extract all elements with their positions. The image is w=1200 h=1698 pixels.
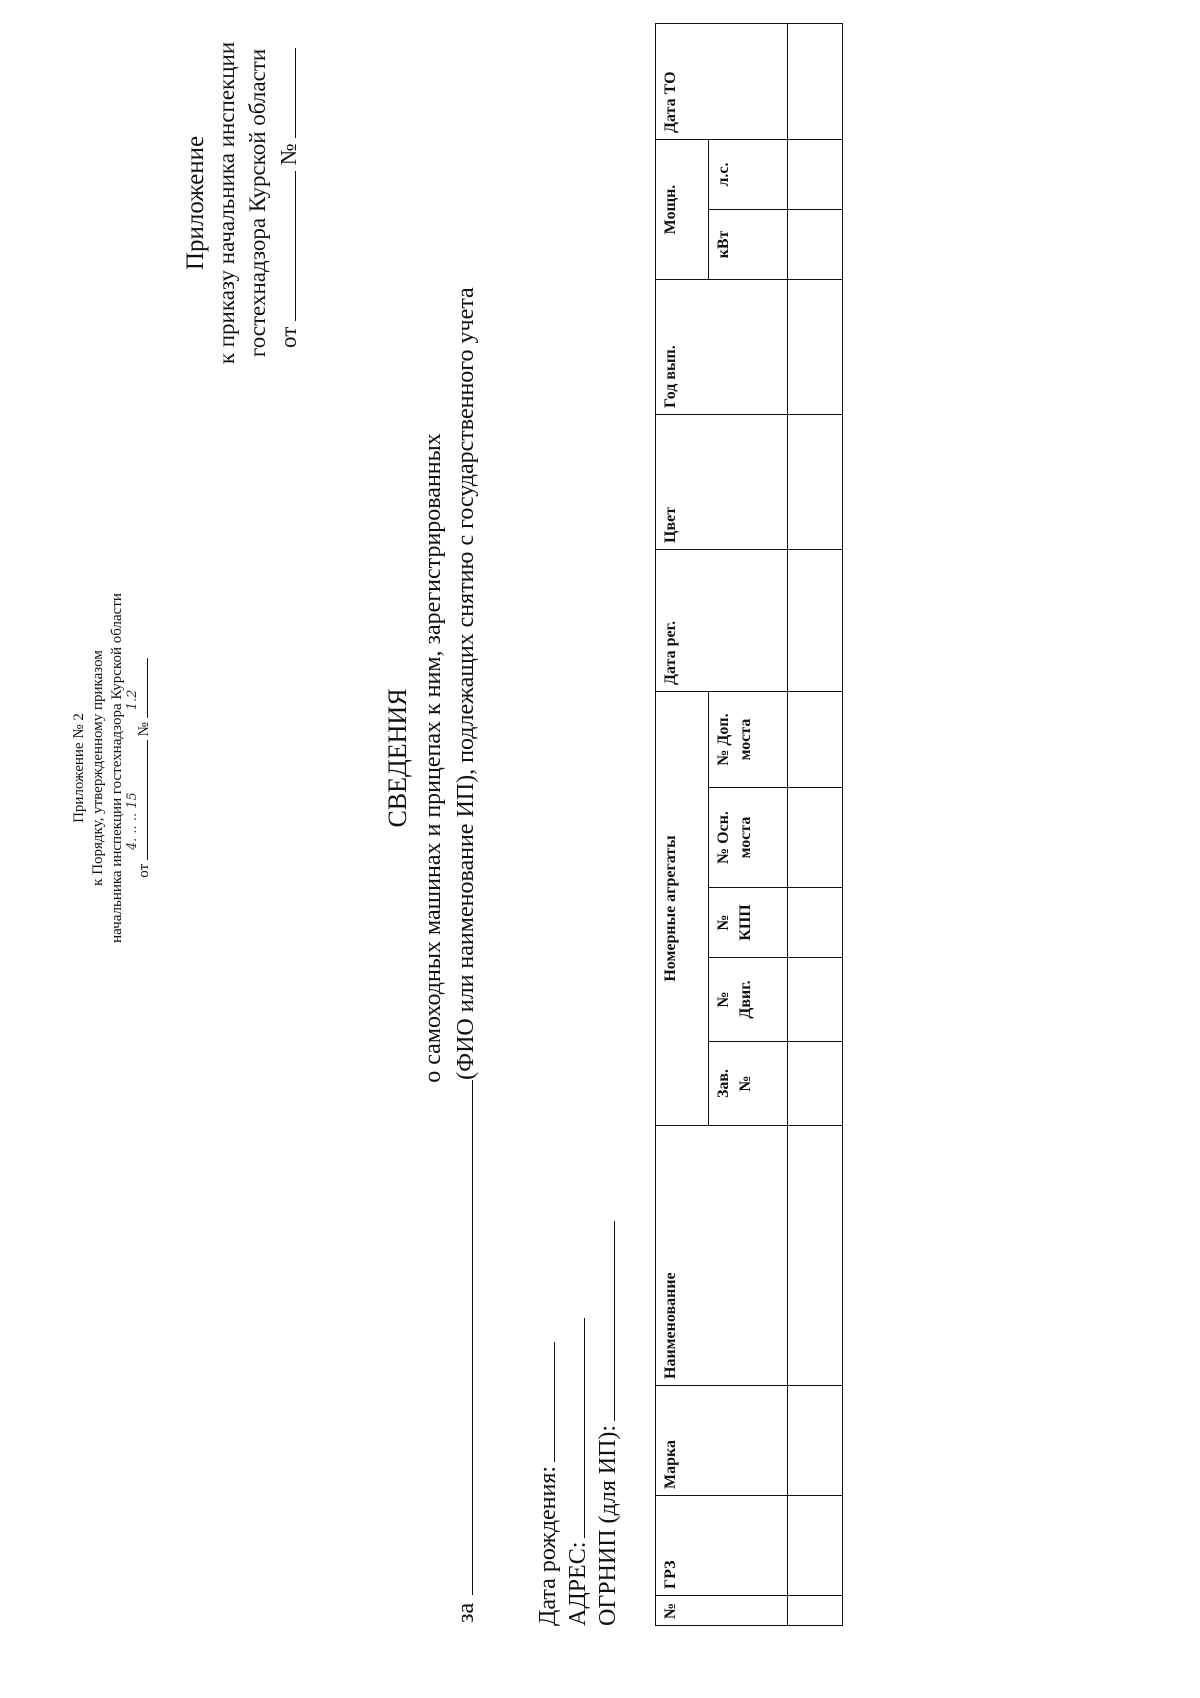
appendix-number-line bbox=[275, 48, 296, 138]
ogrnip-label: ОГРНИП (для ИП): bbox=[595, 1424, 621, 1626]
header-factory-no-line2: № bbox=[737, 1075, 754, 1092]
table-cell[interactable] bbox=[788, 1596, 843, 1626]
header-kw: кВт bbox=[709, 210, 788, 280]
table-row bbox=[788, 24, 843, 1626]
table-cell[interactable] bbox=[788, 1496, 843, 1596]
header-numbered-units: Номерные агрегаты bbox=[656, 692, 709, 1126]
for-line bbox=[450, 287, 481, 1623]
for-prefix: за bbox=[453, 1602, 479, 1623]
table-cell[interactable] bbox=[788, 415, 843, 550]
header-color: Цвет bbox=[656, 415, 788, 550]
table-cell[interactable] bbox=[788, 1042, 843, 1126]
address-field bbox=[562, 1318, 593, 1626]
owner-name-line bbox=[450, 1080, 473, 1595]
ogrnip-line bbox=[592, 1221, 615, 1421]
header-to-date: Дата ТО bbox=[656, 24, 788, 140]
header-factory-no-line1: Зав. bbox=[715, 1068, 732, 1099]
document-subtitle: о самоходных машинах и прицепах к ним, зарегистрированных bbox=[420, 433, 446, 1083]
table-cell[interactable] bbox=[788, 140, 843, 210]
header-name: Наименование bbox=[656, 1126, 788, 1386]
birth-date-label: Дата рождения: bbox=[535, 1465, 561, 1626]
header-year: Год вып. bbox=[656, 280, 788, 415]
table-cell[interactable] bbox=[788, 692, 843, 788]
table-cell[interactable] bbox=[788, 958, 843, 1042]
header-engine-no bbox=[709, 958, 788, 1042]
appendix-block bbox=[180, 3, 304, 403]
header-gearbox-no-line1: № bbox=[715, 914, 732, 931]
appendix-date-line bbox=[275, 171, 296, 321]
header-extra-axle-no bbox=[709, 692, 788, 788]
stamp-from-label: от bbox=[136, 863, 152, 878]
header-gearbox-no-line2: КПП bbox=[737, 904, 754, 941]
handwritten-date: 4. .. .. 15 bbox=[125, 792, 140, 851]
table-cell[interactable] bbox=[788, 1126, 843, 1386]
appendix-line-4 bbox=[273, 3, 304, 403]
appendix-line-3: гостехнадзора Курской области bbox=[245, 48, 270, 358]
birth-date-field bbox=[532, 1342, 563, 1626]
header-hp: л.с. bbox=[709, 140, 788, 210]
table-cell[interactable] bbox=[788, 280, 843, 415]
stamp-line-3: начальника инспекции гостехнадзора Курской области bbox=[109, 593, 125, 943]
table-cell[interactable] bbox=[788, 888, 843, 958]
stamp-line-4 bbox=[127, 538, 154, 998]
stamp-number-line bbox=[127, 658, 148, 718]
stamp-line-2: к Порядку, утвержденному приказом bbox=[90, 650, 106, 886]
table-cell[interactable] bbox=[788, 788, 843, 888]
header-extra-axle-line2: моста bbox=[737, 718, 754, 761]
table-cell[interactable] bbox=[788, 1386, 843, 1496]
stamp-number-label: № bbox=[136, 722, 152, 737]
handwritten-number: 1.2 bbox=[125, 689, 140, 711]
header-brand: Марка bbox=[656, 1386, 788, 1496]
document-title: СВЕДЕНИЯ bbox=[383, 688, 412, 828]
header-gearbox-no bbox=[709, 888, 788, 958]
header-engine-no-line2: Двиг. bbox=[737, 980, 754, 1019]
stamp-line-1: Приложение № 2 bbox=[71, 713, 87, 823]
header-factory-no bbox=[709, 1042, 788, 1126]
header-no: № bbox=[656, 1596, 788, 1626]
header-extra-axle-line1: № Доп. bbox=[715, 713, 732, 766]
table-cell[interactable] bbox=[788, 24, 843, 140]
header-main-axle-line1: № Осн. bbox=[715, 811, 732, 864]
header-main-axle-line2: моста bbox=[737, 816, 754, 859]
order-stamp bbox=[70, 538, 154, 998]
ogrnip-field bbox=[592, 1221, 623, 1626]
header-engine-no-line1: № bbox=[715, 991, 732, 1008]
table-cell[interactable] bbox=[788, 210, 843, 280]
address-line bbox=[562, 1318, 585, 1538]
appendix-from-label: от bbox=[276, 326, 301, 348]
header-main-axle-no bbox=[709, 788, 788, 888]
header-row-1 bbox=[656, 24, 709, 1626]
appendix-number-label: № bbox=[276, 143, 301, 166]
vehicles-table bbox=[655, 23, 843, 1626]
header-power: Мощн. bbox=[656, 140, 709, 280]
for-note: (ФИО или наименование ИП), подлежащих снятию с государственного учета bbox=[453, 287, 479, 1080]
address-label: АДРЕС: bbox=[565, 1541, 591, 1626]
header-grz: ГРЗ bbox=[656, 1496, 788, 1596]
appendix-title: Приложение bbox=[182, 135, 209, 271]
stamp-date-line bbox=[127, 740, 148, 860]
birth-date-line bbox=[532, 1342, 555, 1462]
appendix-line-2: к приказу начальника инспекции bbox=[214, 41, 239, 365]
header-reg-date: Дата рег. bbox=[656, 550, 788, 692]
table-cell[interactable] bbox=[788, 550, 843, 692]
